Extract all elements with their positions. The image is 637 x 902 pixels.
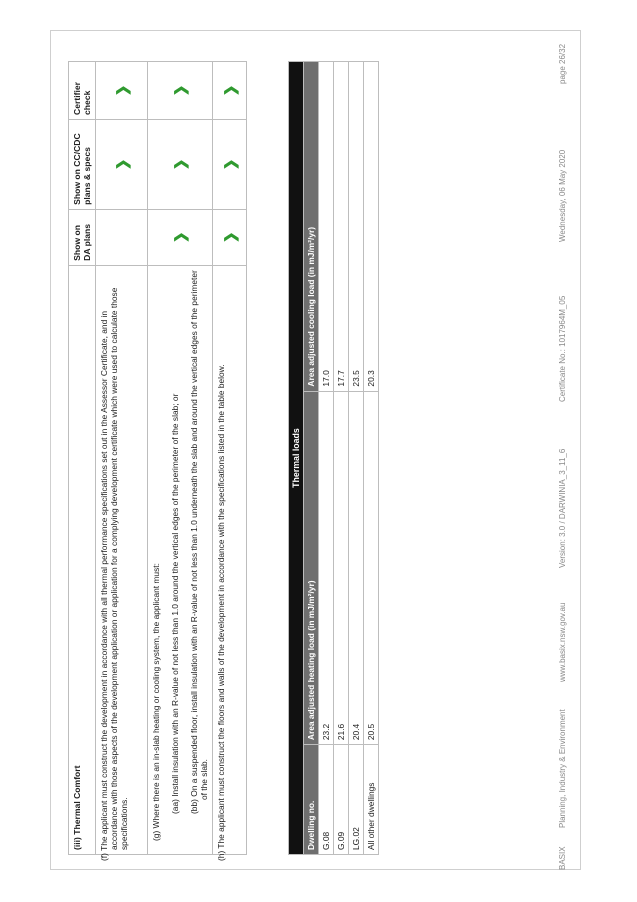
check-icon: ❯ — [172, 158, 188, 171]
heating-cell: 20.5 — [364, 391, 379, 745]
thermal-loads-caption: Thermal loads — [289, 62, 304, 855]
table-row — [364, 62, 379, 855]
table-row — [349, 62, 364, 855]
col-show-on-da: Show on DA plans — [69, 209, 96, 265]
requirement-g-bb: (bb) On a suspended floor, install insulation with an R-value of not less than 1.0 underneath the slab and around the vertical edges of the perimeter of the slab. — [189, 270, 209, 814]
thermal-comfort-table — [68, 61, 247, 861]
dwelling-cell: All other dwellings — [364, 745, 379, 855]
cell-g-cert — [148, 62, 213, 120]
dwelling-cell: G.08 — [319, 745, 334, 855]
rotated-page — [50, 30, 581, 870]
footer-date: Wednesday, 06 May 2020 — [558, 149, 567, 242]
col-certifier-check: Certifier check — [69, 62, 96, 120]
cell-f-cert — [96, 62, 148, 120]
col-heating-load: Area adjusted heating load (in mJ/m²/yr) — [304, 391, 319, 745]
heating-cell: 23.2 — [319, 391, 334, 745]
cell-h-cc — [213, 120, 247, 210]
cooling-cell: 20.3 — [364, 62, 379, 392]
requirement-f: (f) The applicant must construct the development in accordance with all thermal performance specifications set out in the Assessor Certificate, and in accordance with those aspects of the development application or application for a complying development certificate which were used to calculate those specifications. — [96, 265, 148, 854]
col-dwelling-no: Dwelling no. — [304, 745, 319, 855]
cell-h-da — [213, 209, 247, 265]
cell-g-da — [148, 209, 213, 265]
heating-cell: 20.4 — [349, 391, 364, 745]
cell-g-cc — [148, 120, 213, 210]
cell-h-cert — [213, 62, 247, 120]
cooling-cell: 17.0 — [319, 62, 334, 392]
heating-cell: 21.6 — [334, 391, 349, 745]
footer-basix: BASIX — [558, 846, 567, 870]
check-icon: ❯ — [113, 84, 130, 97]
check-icon: ❯ — [113, 158, 130, 171]
requirement-h: (h) The applicant must construct the floors and walls of the development in accordance with the specifications listed in the table below. — [213, 265, 247, 854]
cooling-cell: 23.5 — [349, 62, 364, 392]
requirement-g-aa: (aa) Install insulation with an R-value of not less than 1.0 around the vertical edges of the perimeter of the slab; or — [170, 393, 180, 814]
check-icon: ❯ — [221, 231, 238, 244]
dwelling-cell: G.09 — [334, 745, 349, 855]
thermal-loads-table — [288, 61, 379, 855]
footer-department: Planning, Industry & Environment — [558, 709, 567, 828]
table-row — [334, 62, 349, 855]
requirement-g-block — [148, 265, 213, 854]
col-cooling-load: Area adjusted cooling load (in mJ/m²/yr) — [304, 62, 319, 392]
table-row — [319, 62, 334, 855]
footer-website: www.basix.nsw.gov.au — [558, 602, 567, 682]
check-icon: ❯ — [172, 84, 188, 97]
page-footer — [558, 30, 574, 870]
check-icon: ❯ — [221, 84, 238, 97]
footer-page-number: page 26/32 — [558, 43, 567, 84]
footer-certificate-no: Certificate No.: 1017964M_05 — [558, 295, 567, 402]
cell-f-cc — [96, 120, 148, 210]
cooling-cell: 17.7 — [334, 62, 349, 392]
check-icon: ❯ — [221, 158, 238, 171]
thermal-comfort-heading: (iii) Thermal Comfort — [69, 265, 96, 854]
check-icon: ❯ — [172, 231, 188, 244]
requirement-g: (g) Where there is an in-slab heating or cooling system, the applicant must: — [151, 563, 161, 841]
dwelling-cell: LG.02 — [349, 745, 364, 855]
col-show-on-cc: Show on CC/CDC plans & specs — [69, 120, 96, 210]
footer-version: Version: 3.0 / DARWINIA_3_11_6 — [558, 448, 567, 568]
cell-f-da — [96, 209, 148, 265]
